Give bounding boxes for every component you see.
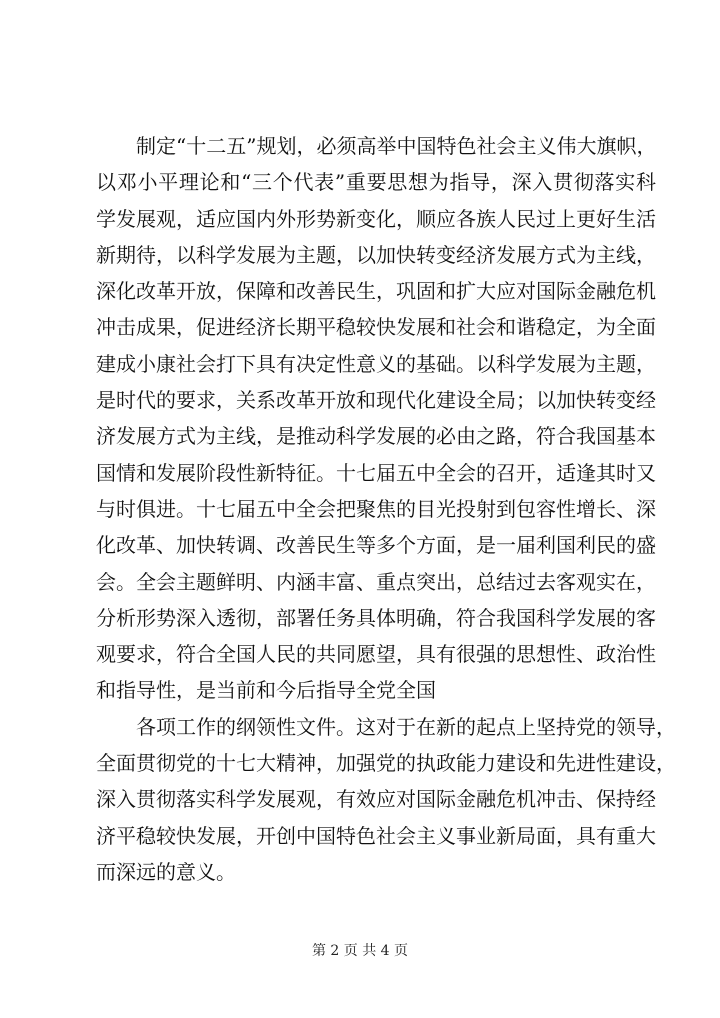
text-line: 是时代的要求，关系改革开放和现代化建设全局；以加快转变经 xyxy=(96,388,656,413)
text-line: 深化改革开放，保障和改善民生，巩固和扩大应对国际金融危机 xyxy=(96,279,656,304)
text-line: 以邓小平理论和“三个代表”重要思想为指导，深入贯彻落实科 xyxy=(96,170,656,195)
paragraph-2 xyxy=(96,709,676,890)
paragraph-1 xyxy=(96,128,656,709)
text-line: 国情和发展阶段性新特征。十七届五中全会的召开，适逢其时又 xyxy=(96,460,656,485)
text-line: 全面贯彻党的十七大精神，加强党的执政能力建设和先进性建设， xyxy=(96,751,676,776)
text-line: 济发展方式为主线，是推动科学发展的必由之路，符合我国基本 xyxy=(96,424,656,449)
text-line: 建成小康社会打下具有决定性意义的基础。以科学发展为主题， xyxy=(96,351,656,376)
text-line: 深入贯彻落实科学发展观，有效应对国际金融危机冲击、保持经 xyxy=(96,787,656,812)
text-line: 而深远的意义。 xyxy=(96,859,236,884)
page-number: 第 2 页 共 4 页 xyxy=(311,943,409,959)
text-line: 学发展观，适应国内外形势新变化，顺应各族人民过上更好生活 xyxy=(96,206,656,231)
text-line: 新期待，以科学发展为主题，以加快转变经济发展方式为主线， xyxy=(96,242,656,267)
text-line: 与时俱进。十七届五中全会把聚焦的目光投射到包容性增长、深 xyxy=(96,496,656,521)
document-body xyxy=(96,128,676,890)
text-line: 各项工作的纲领性文件。这对于在新的起点上坚持党的领导， xyxy=(136,714,676,739)
text-line: 分析形势深入透彻，部署任务具体明确，符合我国科学发展的客 xyxy=(96,605,656,630)
text-line: 冲击成果，促进经济长期平稳较快发展和社会和谐稳定，为全面 xyxy=(96,315,656,340)
text-line: 会。全会主题鲜明、内涵丰富、重点突出，总结过去客观实在， xyxy=(96,569,656,594)
text-line: 观要求，符合全国人民的共同愿望，具有很强的思想性、政治性 xyxy=(96,642,656,667)
text-line: 济平稳较快发展，开创中国特色社会主义事业新局面，具有重大 xyxy=(96,823,656,848)
text-line: 化改革、加快转调、改善民生等多个方面，是一届利国利民的盛 xyxy=(96,533,656,558)
text-line: 制定“十二五”规划，必须高举中国特色社会主义伟大旗帜， xyxy=(136,134,657,158)
text-line: 和指导性，是当前和今后指导全党全国 xyxy=(96,678,436,703)
page-footer xyxy=(0,940,720,960)
